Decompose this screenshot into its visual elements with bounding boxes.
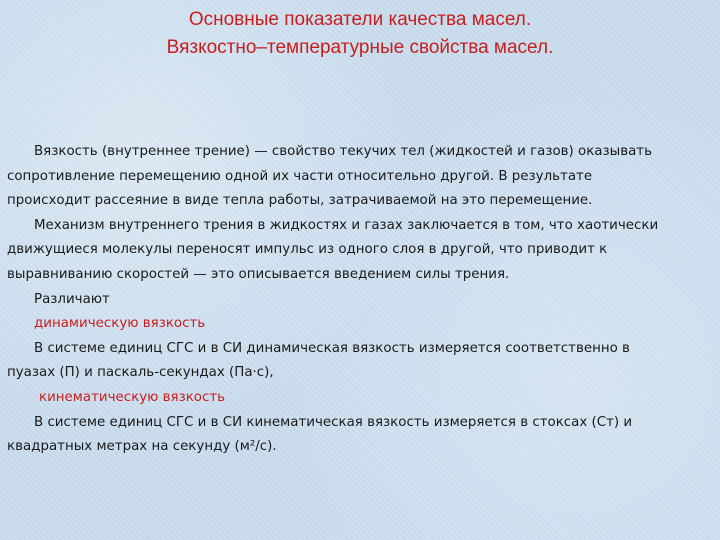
term-dynamic-viscosity: динамическую вязкость <box>34 316 206 332</box>
term-kinematic-viscosity: кинематическую вязкость <box>39 389 226 405</box>
paragraph-viscosity-line-2: сопротивление перемещению одной их части относительно другой. В результате <box>7 168 593 184</box>
slide-body <box>7 140 715 460</box>
slide-title <box>0 6 720 62</box>
title-line-2: Вязкостно–температурные свойства масел. <box>166 37 554 58</box>
paragraph-mechanism-line-1: Механизм внутреннего трения в жидкостях и газах заключается в том, что хаотически <box>34 217 659 233</box>
paragraph-kinematic-line-2: квадратных метрах на секунду (м²/с). <box>7 439 277 455</box>
paragraph-mechanism-line-3: выравниванию скоростей — это описывается введением силы трения. <box>7 266 510 282</box>
paragraph-viscosity-line-1: Вязкость (внутреннее трение) — свойство текучих тел (жидкостей и газов) оказывать <box>34 144 652 159</box>
title-line-1: Основные показатели качества масел. <box>188 9 532 30</box>
paragraph-dynamic-line-2: пуазах (П) и паскаль-секундах (Па·с), <box>7 365 274 381</box>
paragraph-viscosity-line-3: происходит рассеяние в виде тепла работы, затрачиваемой на это перемещение. <box>7 193 593 209</box>
paragraph-dynamic-line-1: В системе единиц СГС и в СИ динамическая вязкость измеряется соответственно в <box>34 340 630 356</box>
paragraph-distinguish: Различают <box>34 291 110 307</box>
paragraph-kinematic-line-1: В системе единиц СГС и в СИ кинематическая вязкость измеряется в стоксах (Ст) и <box>34 414 633 430</box>
paragraph-mechanism-line-2: движущиеся молекулы переносят импульс из одного слоя в другой, что приводит к <box>7 242 608 258</box>
